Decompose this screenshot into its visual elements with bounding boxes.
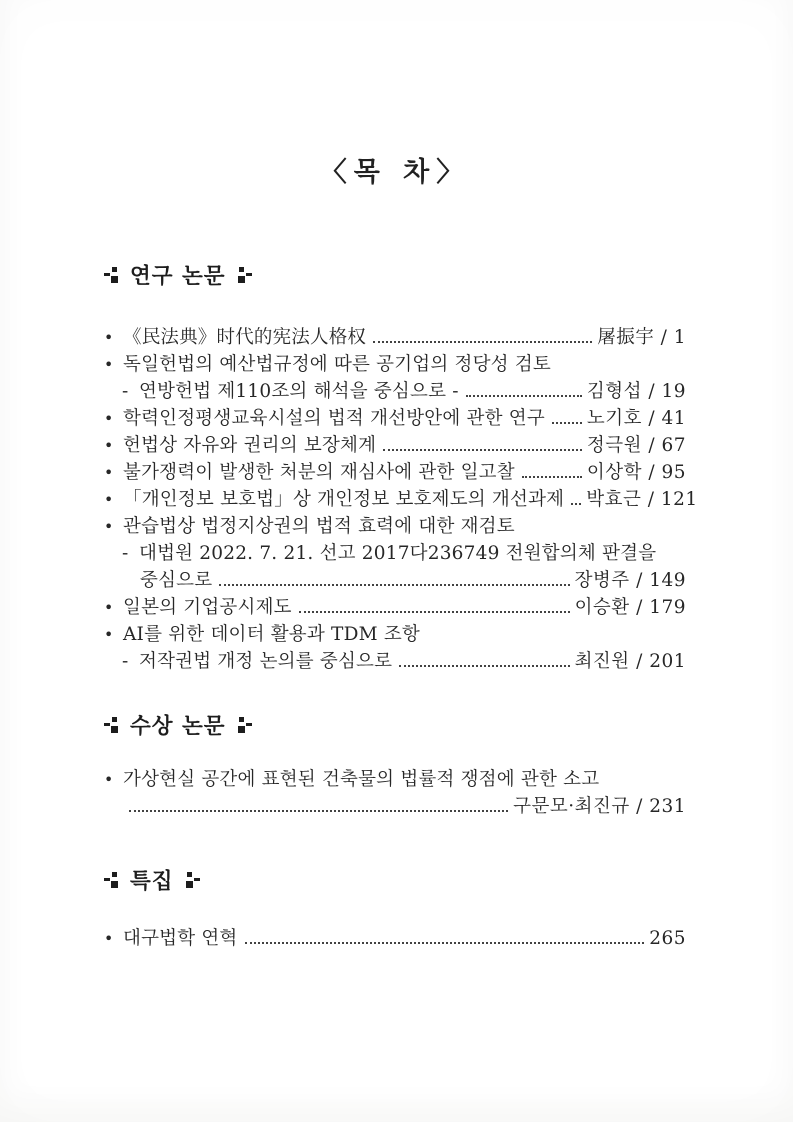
section-heading-text: 수상 논문 — [130, 714, 226, 739]
bullet-icon: • — [104, 598, 114, 617]
toc-section — [104, 709, 686, 820]
entry-list — [104, 766, 686, 820]
ref-separator: / — [641, 435, 662, 456]
bullet-icon: • — [104, 770, 114, 789]
section-heading — [104, 864, 686, 895]
entry-page-number: 201 — [649, 651, 686, 672]
entry-title: 대구법학 연혁 — [123, 928, 238, 949]
entry-ref — [597, 324, 686, 351]
bullet-icon: • — [104, 490, 114, 509]
toc-entry-line — [104, 432, 686, 459]
entry-author: 노기호 — [586, 408, 642, 429]
toc-entry-line — [104, 925, 686, 952]
entry-title: 연방헌법 제110조의 해석을 중심으로 - — [139, 381, 459, 402]
dot-leader — [219, 584, 569, 586]
entry-title: 저작권법 개정 논의를 중심으로 — [139, 651, 393, 672]
entry-title: AI를 위한 데이터 활용과 TDM 조항 — [123, 624, 420, 645]
toc-entry-line — [104, 648, 686, 675]
toc-section — [104, 864, 686, 952]
bullet-icon: • — [104, 328, 114, 347]
section-heading — [104, 259, 686, 290]
dot-leader — [522, 476, 582, 478]
entry-list — [104, 925, 686, 952]
entry-author: 김형섭 — [586, 381, 642, 402]
heading-left-ornament-icon — [104, 717, 119, 733]
entry-title: 독일헌법의 예산법규정에 따른 공기업의 정당성 검토 — [123, 354, 551, 375]
entry-page-number: 41 — [661, 408, 686, 429]
ref-separator: / — [629, 597, 650, 618]
entry-title: 대법원 2022. 7. 21. 선고 2017다236749 전원합의체 판결을 — [139, 543, 657, 564]
toc-entry-line — [104, 567, 686, 594]
heading-right-ornament-icon — [185, 872, 200, 888]
entry-author: 이상학 — [586, 462, 642, 483]
entry-author: 屠振宇 — [597, 327, 655, 348]
toc-entry-line — [104, 486, 698, 513]
entry-page-number: 67 — [661, 435, 686, 456]
ref-separator: / — [641, 462, 662, 483]
heading-right-ornament-icon — [237, 267, 252, 283]
section-heading-text: 특집 — [130, 869, 174, 894]
entry-title: 불가쟁력이 발생한 처분의 재심사에 관한 일고찰 — [123, 462, 515, 483]
entry-page-number: 231 — [649, 796, 686, 817]
heading-left-ornament-icon — [104, 267, 119, 283]
entry-ref — [649, 925, 686, 952]
entry-ref — [587, 378, 686, 405]
entry-title: 일본의 기업공시제도 — [123, 597, 292, 618]
bullet-icon: • — [104, 436, 114, 455]
ref-separator: / — [629, 570, 650, 591]
bullet-icon: • — [104, 463, 114, 482]
entry-author: 구문모·최진규 — [513, 796, 630, 817]
dot-leader — [399, 665, 569, 667]
dash-marker-icon: - — [122, 651, 129, 672]
entry-page-number: 95 — [661, 462, 686, 483]
entry-ref — [587, 432, 686, 459]
entry-page-number: 19 — [661, 381, 686, 402]
heading-left-ornament-icon — [104, 872, 119, 888]
toc-sections-container — [104, 259, 698, 952]
page-title: 〈목 차〉 — [319, 157, 471, 188]
entry-ref — [587, 405, 686, 432]
ref-separator: / — [629, 796, 650, 817]
entry-title: 《民法典》时代的宪法人格权 — [123, 327, 367, 348]
entry-ref — [575, 648, 686, 675]
entry-title: 관습법상 법정지상권의 법적 효력에 대한 재검토 — [123, 516, 515, 537]
entry-page-number: 149 — [649, 570, 686, 591]
dash-marker-icon: - — [122, 543, 129, 564]
entry-author: 정극원 — [586, 435, 642, 456]
dot-leader — [571, 503, 581, 505]
toc-entry-line — [104, 405, 686, 432]
entry-page-number: 1 — [673, 327, 686, 348]
dash-marker-icon: - — [122, 381, 129, 402]
entry-ref — [575, 567, 686, 594]
bullet-icon: • — [104, 355, 114, 374]
entry-page-number: 265 — [649, 928, 686, 949]
toc-entry-line — [104, 766, 686, 793]
toc-entry-line — [104, 378, 686, 405]
entry-list — [104, 324, 698, 675]
entry-author: 최진원 — [574, 651, 630, 672]
entry-title: 「개인정보 보호법」상 개인정보 보호제도의 개선과제 — [123, 489, 565, 510]
ref-separator: / — [654, 327, 674, 348]
toc-entry-line — [104, 594, 686, 621]
dot-leader — [466, 395, 582, 397]
toc-entry-line — [104, 324, 686, 351]
entry-ref — [575, 594, 686, 621]
dot-leader — [299, 611, 570, 613]
entry-page-number: 121 — [660, 489, 698, 510]
toc-entry-line — [104, 513, 686, 540]
entry-ref — [586, 486, 697, 513]
heading-right-ornament-icon — [237, 717, 252, 733]
ref-separator: / — [641, 408, 662, 429]
section-heading — [104, 709, 686, 740]
toc-entry-line — [104, 459, 686, 486]
entry-author: 박효근 — [586, 489, 642, 510]
entry-author: 장병주 — [574, 570, 630, 591]
toc-entry-line — [104, 793, 686, 820]
toc-section — [104, 259, 698, 675]
entry-author: 이승환 — [574, 597, 630, 618]
entry-title: 중심으로 — [140, 570, 213, 591]
dot-leader — [383, 449, 582, 451]
ref-separator: / — [629, 651, 650, 672]
entry-ref — [513, 793, 686, 820]
dot-leader — [129, 810, 508, 812]
toc-entry-line — [104, 351, 686, 378]
dot-leader — [373, 341, 592, 343]
entry-title: 학력인정평생교육시설의 법적 개선방안에 관한 연구 — [123, 408, 545, 429]
bullet-icon: • — [104, 517, 114, 536]
entry-title: 가상현실 공간에 표현된 건축물의 법률적 쟁점에 관한 소고 — [123, 769, 600, 790]
dot-leader — [552, 422, 582, 424]
entry-ref — [587, 459, 686, 486]
ref-separator: / — [641, 489, 661, 510]
ref-separator: / — [641, 381, 662, 402]
entry-title: 헌법상 자유와 권리의 보장체계 — [123, 435, 377, 456]
bullet-icon: • — [104, 625, 114, 644]
toc-entry-line — [104, 621, 686, 648]
toc-entry-line — [104, 540, 686, 567]
bullet-icon: • — [104, 409, 114, 428]
entry-page-number: 179 — [649, 597, 686, 618]
dot-leader — [245, 942, 645, 944]
bullet-icon: • — [104, 929, 114, 948]
section-heading-text: 연구 논문 — [130, 264, 226, 289]
